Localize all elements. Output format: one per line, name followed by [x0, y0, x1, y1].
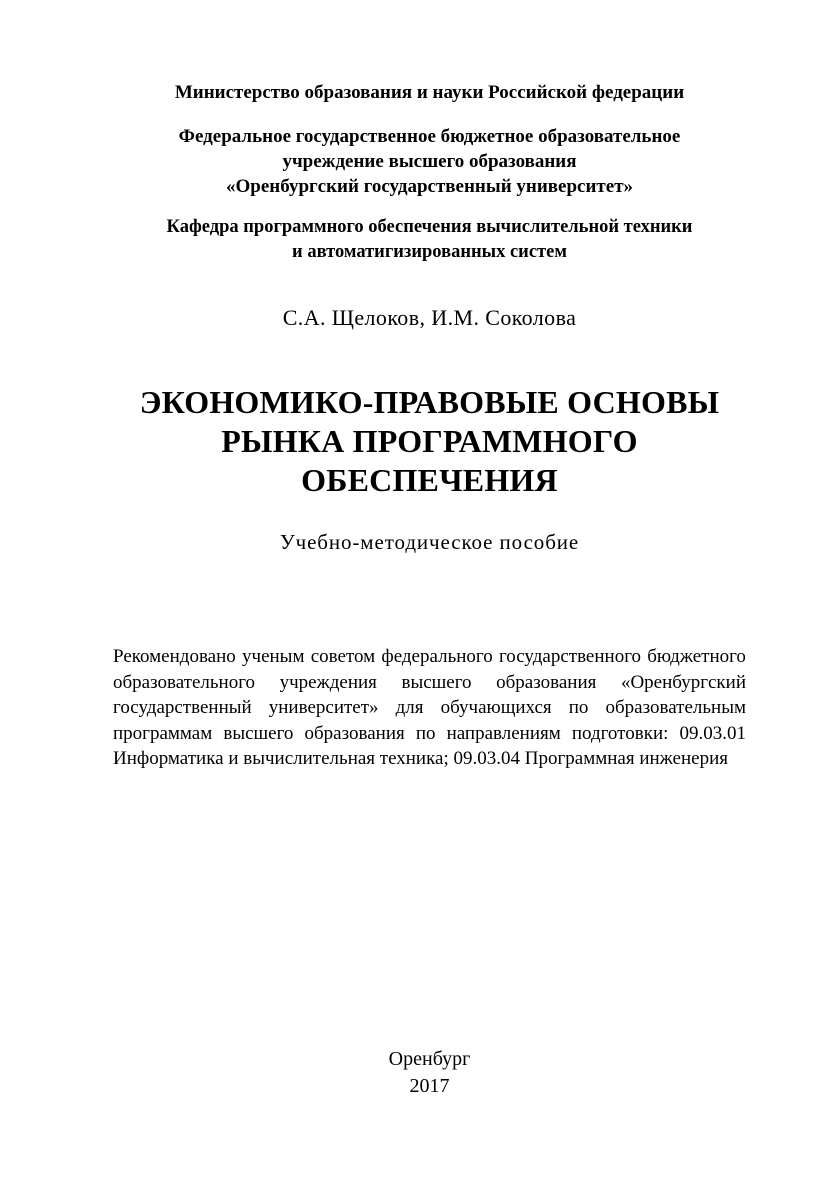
authors-line: С.А. Щелоков, И.М. Соколова — [282, 305, 577, 330]
recommendation-word: образования — [496, 671, 597, 693]
page-title — [113, 383, 746, 500]
university-block — [113, 124, 746, 199]
recommendation-word: высшего — [401, 671, 472, 693]
recommendation-paragraph — [113, 644, 746, 772]
imprint-block — [113, 1046, 746, 1100]
recommendation-word: для — [395, 697, 424, 719]
recommendation-word: учреждения — [279, 671, 377, 693]
recommendation-word: высшего — [223, 722, 294, 744]
university-line-2: учреждение высшего образования — [282, 151, 577, 172]
recommendation-word: Рекомендовано — [113, 646, 236, 667]
recommendation-word: по — [415, 722, 436, 744]
department-block — [113, 215, 746, 265]
department-line-1: Кафедра программного обеспечения вычислительной техники — [166, 217, 693, 237]
recommendation-line — [113, 746, 746, 772]
recommendation-word: образовательного — [113, 671, 256, 693]
department-line-2: и автоматигизированных систем — [292, 242, 567, 262]
document-subtitle: Учебно-методическое пособие — [279, 530, 580, 554]
recommendation-word: 09.03.01 — [679, 722, 746, 744]
ministry-line: Министерство образования и науки Российской федерации — [174, 82, 685, 103]
recommendation-word: направлениям — [446, 722, 561, 744]
recommendation-word: программам — [113, 722, 213, 744]
recommendation-word: «Оренбургский — [620, 671, 746, 693]
recommendation-word: по — [568, 697, 589, 719]
recommendation-line — [113, 695, 746, 721]
imprint-year: 2017 — [409, 1075, 450, 1097]
recommendation-word: государственный — [113, 697, 252, 719]
recommendation-line — [113, 721, 746, 747]
recommendation-word: ученым — [242, 646, 305, 667]
recommendation-word: государственного — [498, 646, 642, 667]
recommendation-word: Информатика и вычислительная техника; 09.03.04 Программная инженерия — [113, 748, 728, 770]
recommendation-word: образовательным — [605, 697, 746, 719]
title-line-3: ОБЕСПЕЧЕНИЯ — [301, 462, 558, 499]
recommendation-word: обучающихся — [440, 697, 552, 719]
recommendation-line — [113, 670, 746, 696]
recommendation-line — [113, 644, 746, 670]
imprint-city: Оренбург — [388, 1048, 471, 1070]
recommendation-word: федерального — [381, 646, 493, 667]
recommendation-word: подготовки: — [571, 722, 669, 744]
university-line-1: Федеральное государственное бюджетное образовательное — [178, 126, 681, 147]
title-line-1: ЭКОНОМИКО-ПРАВОВЫЕ ОСНОВЫ — [139, 384, 720, 421]
recommendation-word: бюджетного — [647, 646, 746, 667]
title-line-2: РЫНКА ПРОГРАММНОГО — [221, 423, 638, 460]
recommendation-word: советом — [310, 646, 376, 667]
university-line-3: «Оренбургский государственный университет» — [225, 176, 634, 197]
recommendation-word: университет» — [268, 697, 379, 719]
recommendation-word: образования — [304, 722, 405, 744]
